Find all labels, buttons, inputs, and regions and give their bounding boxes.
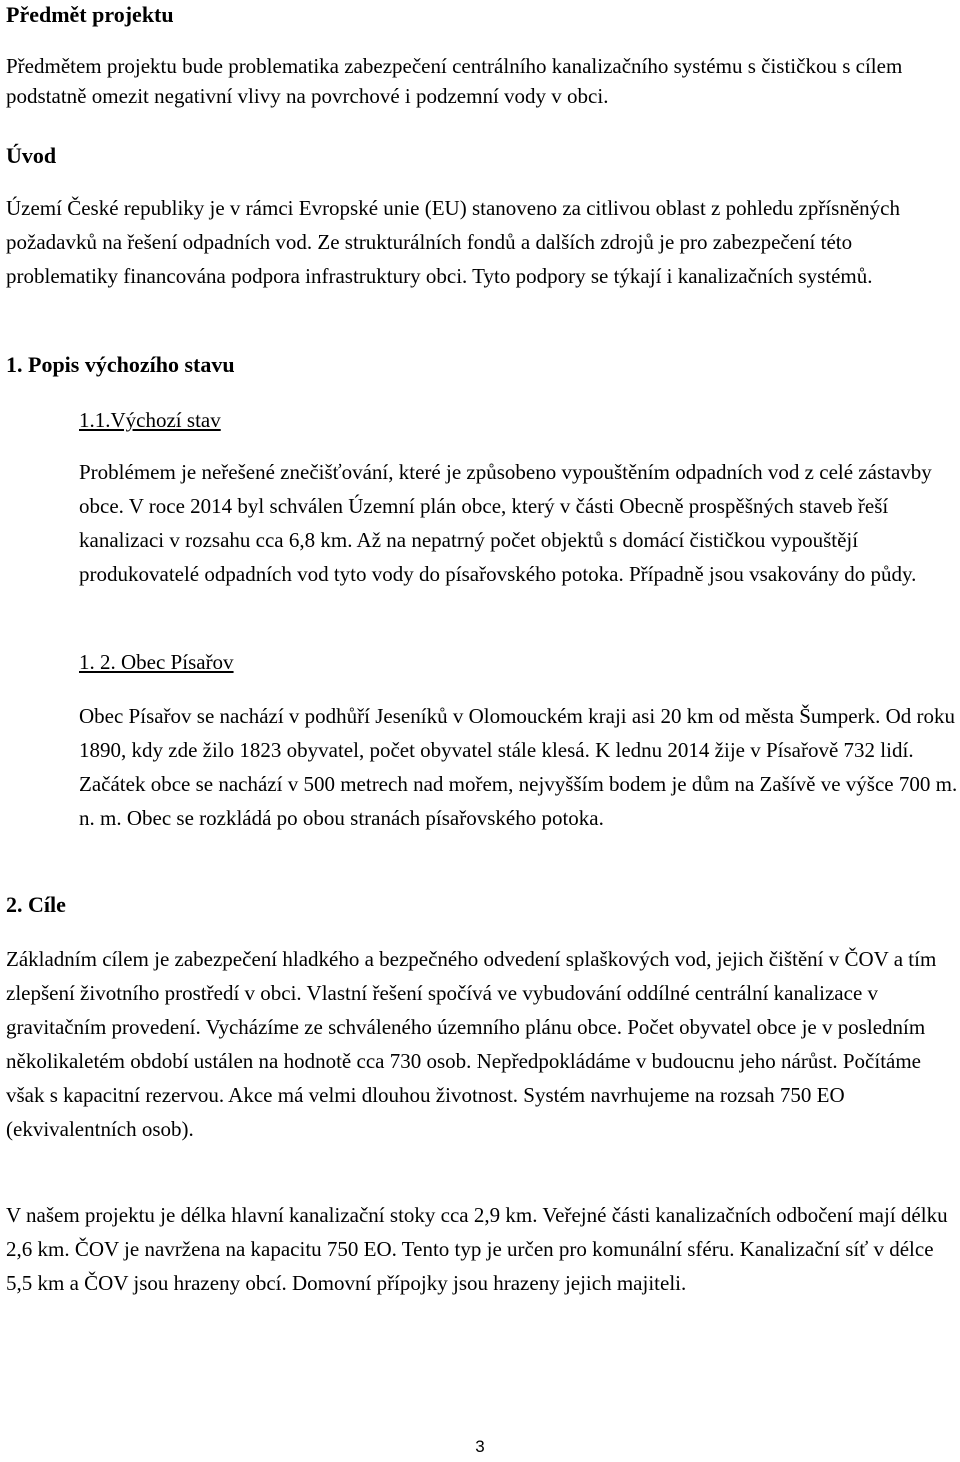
heading-section-1: 1. Popis výchozího stavu	[6, 352, 235, 377]
paragraph-subject: Předmětem projektu bude problematika zabezpečení centrálního kanalizačního systému s čističkou s cílem podstatně omezit negativní vlivy na povrchové i podzemní vody v obci.	[6, 54, 903, 108]
heading-goals: 2. Cíle	[6, 892, 66, 917]
heading-subject: Předmět projektu	[6, 2, 174, 27]
paragraph-goals-1: Základním cílem je zabezpečení hladkého a bezpečného odvedení splaškových vod, jejich čištění v ČOV a tím zlepšení životního prostředí v obci. Vlastní řešení spočívá ve vybudování oddílné centrální kanalizace v gravitačním provedení. Vycházíme ze schváleného územního plánu obce. Počet obyvatel obce je v posledním několikaletém období ustálen na hodnotě cca 730 osob. Nepředpokládáme v budoucnu jeho nárůst. Počítáme však s kapacitní rezervou. Akce má velmi dlouhou životnost. Systém navrhujeme na rozsah 750 EO (ekvivalentních osob).	[6, 947, 937, 1141]
paragraph-intro: Území České republiky je v rámci Evropské unie (EU) stanoveno za citlivou oblast z pohledu zpřísněných požadavků na řešení odpadních vod. Ze strukturálních fondů a dalších zdrojů je pro zabezpečení této problematiky financována podpora infrastruktury obci. Tyto podpory se týkají i kanalizačních systémů.	[6, 196, 900, 288]
heading-subsection-1-2: 1. 2. Obec Písařov	[79, 650, 234, 674]
paragraph-subsection-1-2: Obec Písařov se nachází v podhůří Jeseníků v Olomouckém kraji asi 20 km od města Šumperk. Od roku 1890, kdy zde žilo 1823 obyvatel, počet obyvatel stále klesá. K lednu 2014 žije v Písařově 732 lidí. Začátek obce se nachází v 500 metrech nad mořem, nejvyšším bodem je dům na Zašívě ve výšce 700 m. n. m. Obec se rozkládá po obou stranách písařovského potoka.	[79, 704, 958, 830]
heading-subsection-1-1: 1.1.Výchozí stav	[79, 408, 221, 432]
subsection-1-2	[79, 647, 959, 677]
page-number: 3	[475, 1437, 485, 1456]
paragraph-subsection-1-1: Problémem je neřešené znečišťování, které je způsobeno vypouštěním odpadních vod z celé zástavby obce. V roce 2014 byl schválen Územní plán obce, který v části Obecně prospěšných staveb řeší kanalizaci v rozsahu cca 6,8 km. Až na nepatrný počet objektů s domácí čističkou vypouštějí produkovatelé odpadních vod tyto vody do písařovského potoka. Případně jsou vsakovány do půdy.	[79, 460, 932, 586]
subsection-1-1	[79, 405, 959, 435]
paragraph-goals-2: V našem projektu je délka hlavní kanalizační stoky cca 2,9 km. Veřejné části kanalizačních odbočení mají délku 2,6 km. ČOV je navržena na kapacitu 750 EO. Tento typ je určen pro komunální sféru. Kanalizační síť v délce 5,5 km a ČOV jsou hrazeny obcí. Domovní přípojky jsou hrazeny jejich majiteli.	[6, 1203, 948, 1295]
heading-intro: Úvod	[6, 143, 57, 168]
